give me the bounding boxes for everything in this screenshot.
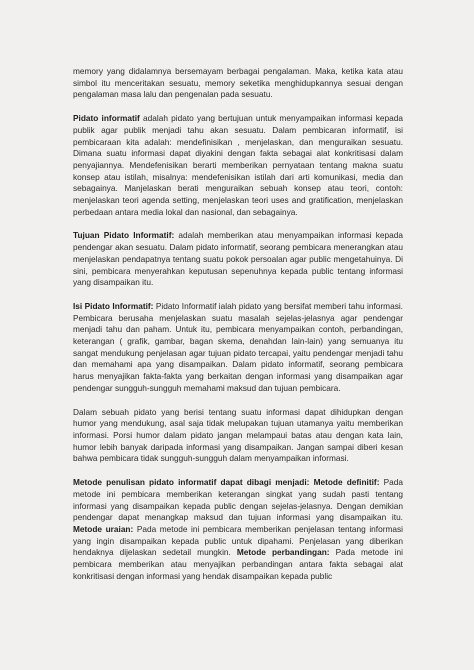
paragraph-text: Pidato Informatif ialah pidato yang bersifat memberi tahu informasi. Pembicara berusaha menjelaskan suatu masalah sejelas-jelasnya agar pendengar menjadi tahu dan paham. Untuk itu, pembicara menyampaikan contoh, perbandingan, keterangan ( grafik, gambar, bagan skema, denahdan lain-lain) yang semuanya itu sangat mendukung penjelasan agar tujuan pidato tercapai, yaitu pendengar menjadi tahu dan memahami apa yang disampaikan. Dalam pidato informatif, seorang pembicara harus menyajikan fakta-fakta yang berkaitan dengan informasi yang disampaikan agar pendengar sungguh-sungguh memahami maksud dan tujuan pembicara. <box>73 300 403 393</box>
term-metode-uraian: Metode uraian: <box>73 523 134 534</box>
term-isi: Isi Pidato Informatif: <box>73 300 154 311</box>
paragraph-isi <box>73 301 403 395</box>
paragraph-humor <box>73 407 403 466</box>
paragraph-pidato-informatif <box>73 113 403 218</box>
paragraph-metode <box>73 477 403 582</box>
paragraph-text: Dalam sebuah pidato yang berisi tentang suatu informasi dapat dihidupkan dengan humor yang mendukung, asal saja tidak melupakan tujuan utamanya yaitu memberikan informasi. Porsi humor dalam pidato jangan melampaui batas atau dengan kata lain, humor lebih banyak daripada informasi yang disampaikan. Jangan sampai diberi kesan bahwa pembicara tidak sungguh-sungguh dalam menyampaikan informasi. <box>73 406 403 464</box>
term-metode-definitif: Metode definitif: <box>313 477 380 488</box>
term-tujuan: Tujuan Pidato Informatif: <box>73 230 175 241</box>
document-body <box>73 66 403 582</box>
paragraph-text: Pada metode ini pembicara memberikan penjelasan tentang informasi yang ingin disampaikan kepada public untuk dipahami. Penjelasan yang diberikan hendaknya dijelaskan sedetail mungkin. <box>73 523 403 558</box>
paragraph-memory <box>73 66 403 101</box>
paragraph-text: Pada metode ini pembicara memberikan atau menyajikan perbandingan antara fakta sebagai alat konkritisasi dengan informasi yang hendak disampaikan kepada public <box>73 547 403 581</box>
term-pidato-informatif: Pidato informatif <box>73 113 140 124</box>
paragraph-text: memory yang didalamnya bersemayam berbagai pengalaman. Maka, ketika kata atau simbol itu menceritakan sesuatu, memory seketika menghidupkannya sesuai dengan pengalaman masa lalu dan pengenalan pada sesuatu. <box>73 66 403 100</box>
paragraph-text: Pada metode ini pembicara memberikan keterangan singkat yang sudah pasti tentang informasi yang disampaikan kepada public dengan sejelas-jelasnya. Dengan demikian pendengar dapat menangkap maksud dan tujuan informasi yang disampaikan itu. <box>73 477 403 523</box>
paragraph-text: adalah memberikan atau menyampaikan informasi kepada pendengar akan sesuatu. Dalam pidato informatif, seorang pembicara menerangkan atau menjelaskan pendapatnya tentang suatu pokok persoalan agar public mengetahuinya. Di sini, pembicara menyerahkan keputusan sepenuhnya kepada public tentang informasi yang disampaikan itu. <box>73 230 403 288</box>
paragraph-text: adalah pidato yang bertujuan untuk menyampaikan informasi kepada publik agar publik menjadi tahu akan sesuatu. Dalam pembicaran informatif, isi pembicaraan kita adalah: mendefinisikan , menjelaskan, dan menguraikan sesuatu. Dimana suatu informasi dapat diyakini dengan fakta sebagai alat konkritisasi dalam penyajiannya. Mendefenisikan berarti memberikan pernyataan tentang makna suatu konsep atau istilah, misalnya: mendefenisikan istilah dari arti komunikasi, media dan sebagainya. Manjelaskan berati menguraikan sebuah konsep atau teori, contoh: menjelaskan teori agenda setting, menjelaskan teori uses and gratification, menjelaskan perbedaan antara media lokal dan nasional, dan sebagainya. <box>73 113 403 217</box>
term-metode-perbandingan: Metode perbandingan: <box>236 547 330 558</box>
paragraph-tujuan <box>73 230 403 289</box>
term-metode-penulisan: Metode penulisan pidato informatif dapat dibagi menjadi: <box>73 477 310 488</box>
